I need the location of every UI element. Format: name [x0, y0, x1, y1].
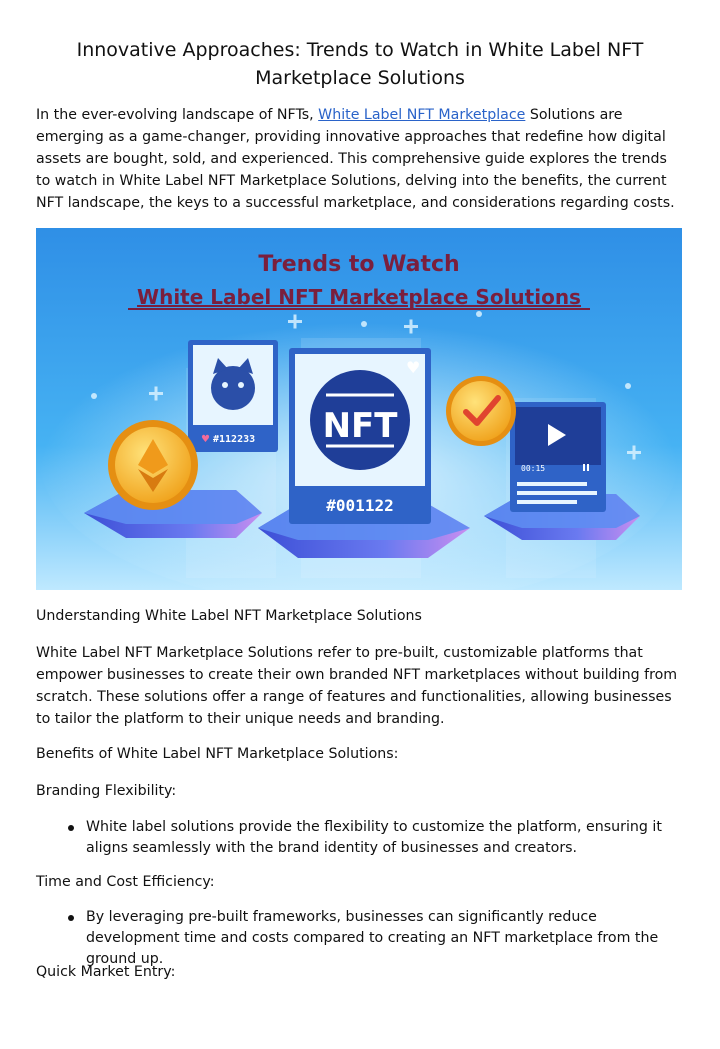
benefit-heading-time-cost: Time and Cost Efficiency: [36, 874, 215, 890]
cat-nft-card [188, 340, 278, 452]
intro-text-after: Solutions are emerging as a game-changer, providing innovative approaches that redefine how digital assets are bought, sold, and experienced. This comprehensive guide explores the trends to watch in White Label NFT Marketplace Solutions, delving into the benefits, the current NFT landscape, the keys to a successful marketplace, and considerations regarding costs. [36, 107, 675, 211]
benefit-heading-branding: Branding Flexibility: [36, 783, 177, 799]
intro-text-before: In the ever-evolving landscape of NFTs, [36, 107, 319, 123]
heart-icon: ♥ [406, 358, 421, 377]
section-heading: Understanding White Label NFT Marketplace Solutions [36, 608, 422, 624]
main-nft-id: #001122 [326, 496, 394, 515]
check-coin-icon [446, 376, 516, 446]
benefits-heading: Benefits of White Label NFT Marketplace Solutions: [36, 746, 399, 762]
hero-line-2: White Label NFT Marketplace Solutions [137, 285, 581, 309]
intro-paragraph [36, 104, 684, 214]
bullet-icon [68, 825, 74, 831]
bullet-icon [68, 915, 74, 921]
page-title: Innovative Approaches: Trends to Watch in White Label NFT Marketplace Solutions [76, 39, 644, 89]
section-paragraph: White Label NFT Marketplace Solutions refer to pre-built, customizable platforms that empower businesses to create their own branded NFT marketplaces without building from scratch. These solutions offer a range of features and functionalities, allowing businesses to tailor the platform to their unique needs and branding. [36, 645, 678, 727]
video-timestamp: 00:15 [521, 464, 546, 473]
benefit-heading-quick-entry: Quick Market Entry: [36, 964, 176, 980]
hero-line-1: Trends to Watch [258, 252, 460, 277]
hero-banner-image [36, 228, 682, 590]
white-label-nft-marketplace-link[interactable]: White Label NFT Marketplace [318, 107, 526, 123]
nft-label: NFT [322, 406, 398, 446]
main-nft-card [289, 348, 431, 524]
video-card [510, 402, 606, 512]
ethereum-coin-icon [108, 420, 198, 510]
benefit-bullet-branding: White label solutions provide the flexibility to customize the platform, ensuring it aligns seamlessly with the brand identity of businesses and creators. [86, 819, 662, 856]
heart-icon: ♥ [201, 434, 210, 445]
cat-nft-id: #112233 [213, 434, 256, 445]
benefit-bullet-time-cost: By leveraging pre-built frameworks, businesses can significantly reduce development time and costs compared to creating an NFT marketplace from the ground up. [86, 909, 659, 967]
